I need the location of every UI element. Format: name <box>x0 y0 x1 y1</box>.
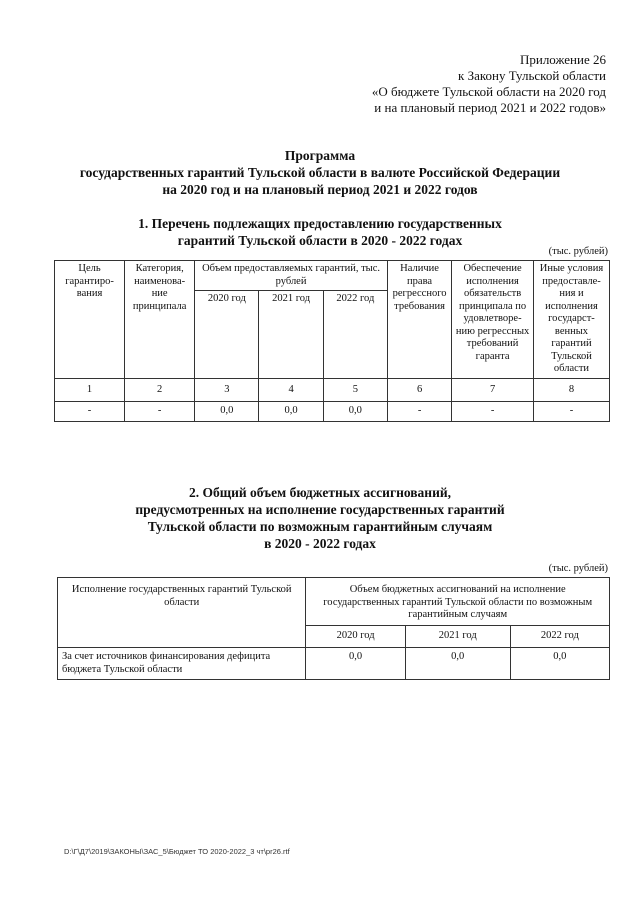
table-cell: - <box>125 402 195 422</box>
section2-heading-line: 2. Общий объем бюджетных ассигнований, <box>188 485 452 500</box>
title-line: Программа <box>284 148 356 163</box>
col-header-2021: 2021 год <box>259 291 323 379</box>
section1-unit: (тыс. рублей) <box>548 246 608 257</box>
col-header-allocations: Объем бюджетных ассигнований на исполнение государственных гарантий Тульской области по возможным гарантийным случаям <box>306 578 610 626</box>
col-header-security: Обеспечение исполнения обязательств принципала по удовлетворе-нию регрессных требований гаранта <box>452 261 534 379</box>
col-header-execution: Исполнение государственных гарантий Тульской области <box>58 578 306 648</box>
table-cell: - <box>55 402 125 422</box>
table-row <box>58 648 610 680</box>
col-header-purpose: Цель гарантиро-вания <box>55 261 125 379</box>
section2-heading-line: Тульской области по возможным гарантийным случаям <box>147 519 493 534</box>
section2-heading-line: в 2020 - 2022 годах <box>264 536 376 551</box>
section2-unit: (тыс. рублей) <box>548 563 608 574</box>
table-cell: - <box>533 402 609 422</box>
section2-heading-line: предусмотренных на исполнение государственных гарантий <box>135 502 505 517</box>
table-cell: - <box>452 402 534 422</box>
section1-heading-line: гарантий Тульской области в 2020 - 2022 годах <box>177 233 463 248</box>
section1-heading <box>20 215 620 249</box>
column-number: 2 <box>125 379 195 402</box>
table-cell: 0,0 <box>323 402 387 422</box>
col-header-2020: 2020 год <box>195 291 259 379</box>
appendix-line: и на плановый период 2021 и 2022 годов» <box>374 100 606 115</box>
section1-heading-line: 1. Перечень подлежащих предоставлению государственных <box>138 216 502 231</box>
col-header-volume: Объем предоставляемых гарантий, тыс. рублей <box>195 261 388 291</box>
appendix-line: к Закону Тульской области <box>458 68 606 83</box>
col-header-2020: 2020 год <box>306 626 405 648</box>
column-number: 5 <box>323 379 387 402</box>
table-cell: 0,0 <box>306 648 405 680</box>
table-cell: 0,0 <box>259 402 323 422</box>
column-number: 7 <box>452 379 534 402</box>
table-cell: 0,0 <box>195 402 259 422</box>
title-line: на 2020 год и на плановый период 2021 и 2022 годов <box>162 182 478 197</box>
table-cell: 0,0 <box>510 648 609 680</box>
column-number: 1 <box>55 379 125 402</box>
document-title <box>20 147 620 198</box>
appendix-line: «О бюджете Тульской области на 2020 год <box>371 84 606 99</box>
column-number: 4 <box>259 379 323 402</box>
table-cell: 0,0 <box>405 648 510 680</box>
col-header-principal: Категория, наименова-ние принципала <box>125 261 195 379</box>
col-header-other-conditions: Иные условия предоставле-ния и исполнения государст-венных гарантий Тульской области <box>533 261 609 379</box>
file-path-footer: D:\Г\Д7\2019\ЗАКОНЫ\ЗАС_5\Бюджет ТО 2020-2022_3 чт\pr26.rtf <box>64 847 290 856</box>
col-header-regress-right: Наличие права регрессного требования <box>387 261 451 379</box>
table-cell: - <box>387 402 451 422</box>
allocations-table <box>57 577 610 680</box>
column-number: 6 <box>387 379 451 402</box>
appendix-line: Приложение 26 <box>519 52 606 67</box>
column-number: 8 <box>533 379 609 402</box>
section2-heading <box>20 484 620 552</box>
column-number: 3 <box>195 379 259 402</box>
col-header-2022: 2022 год <box>510 626 609 648</box>
appendix-header <box>306 52 606 116</box>
row-label: За счет источников финансирования дефицита бюджета Тульской области <box>58 648 306 680</box>
column-numbers-row <box>55 379 610 402</box>
col-header-2022: 2022 год <box>323 291 387 379</box>
guarantees-table <box>54 260 610 422</box>
title-line: государственных гарантий Тульской области в валюте Российской Федерации <box>79 165 561 180</box>
col-header-2021: 2021 год <box>405 626 510 648</box>
table-row <box>55 402 610 422</box>
